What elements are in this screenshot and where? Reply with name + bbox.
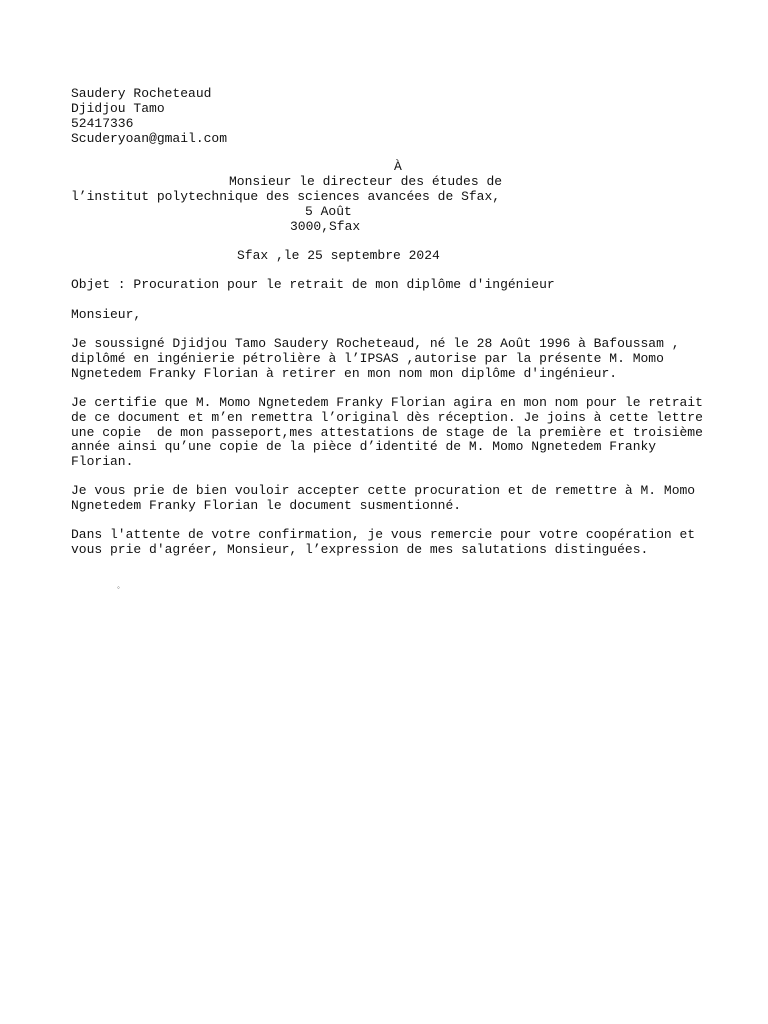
sender-name: Saudery Rocheteaud bbox=[71, 86, 212, 101]
recipient-to: À bbox=[394, 159, 402, 174]
paragraph-certification: Je certifie que M. Momo Ngnetedem Franky Florian agira en mon nom pour le retrait de ce document et m’en remettra l’original dès réception. Je joins à cette lettre une copie de mon passeport,mes attestations de stage de la première et troisième année ainsi qu’une copie de la pièce d’identité de M. Momo Ngnetedem Franky Florian. bbox=[71, 395, 703, 470]
recipient-institution: l’institut polytechnique des sciences avancées de Sfax, bbox=[71, 189, 501, 204]
date-line: Sfax ,le 25 septembre 2024 bbox=[237, 248, 440, 263]
sender-surname: Djidjou Tamo bbox=[71, 101, 165, 116]
paragraph-closing: Dans l'attente de votre confirmation, je vous remercie pour votre coopération et vous prie d'agréer, Monsieur, l’expression de mes salutations distinguées. bbox=[71, 527, 696, 557]
recipient-street: 5 Août bbox=[305, 204, 352, 219]
signature-mark: ◦ bbox=[116, 584, 121, 593]
recipient-title: Monsieur le directeur des études de bbox=[229, 174, 503, 189]
recipient-city: 3000,Sfax bbox=[290, 219, 361, 234]
paragraph-authorization: Je soussigné Djidjou Tamo Saudery Rocheteaud, né le 28 Août 1996 à Bafoussam , diplômé en ingénierie pétrolière à l’IPSAS ,autorise par la présente M. Momo Ngnetedem Franky Florian à retirer en mon nom mon diplôme d'ingénieur. bbox=[71, 336, 680, 381]
sender-email: Scuderyoan@gmail.com bbox=[71, 131, 228, 146]
sender-phone: 52417336 bbox=[71, 116, 134, 131]
paragraph-request: Je vous prie de bien vouloir accepter cette procuration et de remettre à M. Momo Ngnetedem Franky Florian le document susmentionné. bbox=[71, 483, 696, 513]
subject-line: Objet : Procuration pour le retrait de mon diplôme d'ingénieur bbox=[71, 277, 555, 292]
salutation: Monsieur, bbox=[71, 307, 142, 322]
